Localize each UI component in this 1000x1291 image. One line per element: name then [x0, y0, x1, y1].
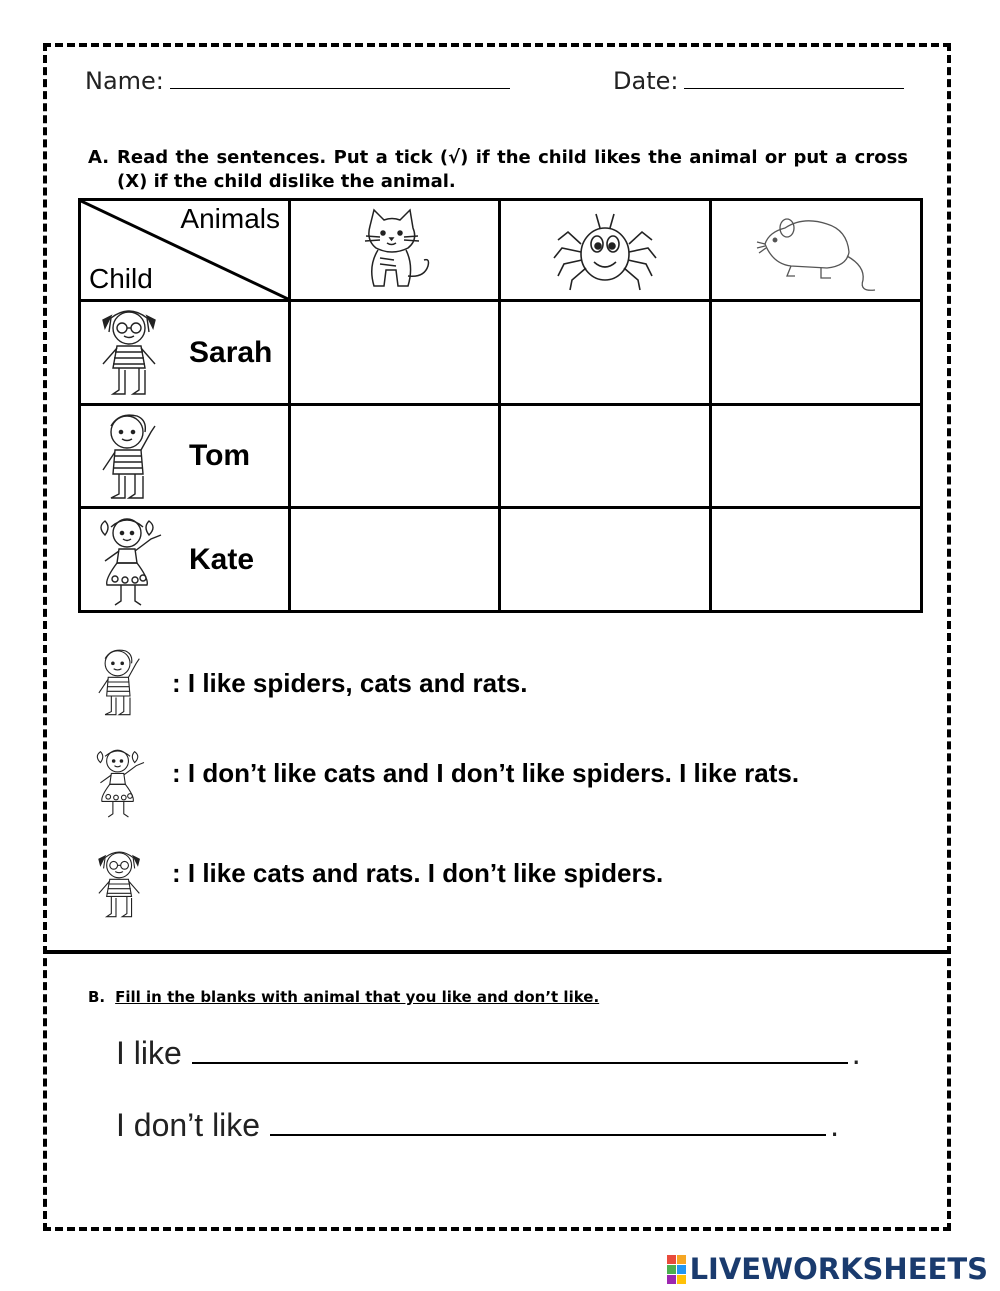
answer-cell[interactable]: [711, 508, 922, 612]
table-header-row: [80, 200, 922, 301]
child-cell-sarah: [80, 301, 290, 405]
answer-cell[interactable]: [500, 508, 711, 612]
blank-input[interactable]: [192, 1032, 848, 1064]
animal-cell-spider: [500, 200, 711, 301]
child-name-kate: Kate: [189, 542, 255, 576]
date-field: [613, 66, 904, 95]
girl-skirt-icon: [88, 734, 158, 830]
name-line[interactable]: [170, 66, 510, 89]
fill-prefix: I don’t like: [116, 1107, 261, 1143]
brand-logo: [667, 1252, 988, 1286]
fill-line-dislike: [116, 1104, 839, 1144]
liveworksheets-icon: [667, 1255, 686, 1284]
answer-cell[interactable]: [500, 405, 711, 508]
section-a-label: A.: [88, 147, 110, 168]
statement-text: : I like cats and rats. I don’t like spiders.: [172, 858, 664, 888]
table-row: [80, 508, 922, 612]
child-cell-tom: [80, 405, 290, 508]
logo-square: [677, 1265, 686, 1274]
answer-cell[interactable]: [711, 301, 922, 405]
section-a-instruction: [88, 146, 908, 194]
table-row: [80, 301, 922, 405]
answer-cell[interactable]: [290, 405, 500, 508]
child-cell-kate: [80, 508, 290, 612]
child-name-sarah: Sarah: [189, 335, 273, 369]
section-a-text: Read the sentences. Put a tick (√) if the child likes the animal or put a cross (X) if the child dislike the animal.: [117, 147, 908, 192]
girl-glasses-icon: [88, 834, 158, 934]
child-name-tom: Tom: [189, 439, 251, 472]
section-divider: [43, 950, 951, 954]
logo-square: [667, 1265, 676, 1274]
animal-cell-cat: [290, 200, 500, 301]
section-b-instruction: [88, 988, 599, 1006]
answer-cell[interactable]: [290, 508, 500, 612]
cat-icon: [350, 206, 440, 294]
fill-prefix: I like: [116, 1035, 182, 1071]
section-b-label: B.: [88, 988, 106, 1006]
name-field: [85, 66, 510, 95]
logo-square: [667, 1255, 676, 1264]
corner-cell: [80, 200, 290, 301]
statement-row: [88, 834, 664, 938]
statement-text: : I don’t like cats and I don’t like spiders. I like rats.: [172, 758, 800, 788]
boy-icon: [89, 410, 179, 502]
statement-row: [88, 734, 800, 834]
section-b-text: Fill in the blanks with animal that you like and don’t like.: [115, 988, 600, 1006]
answer-cell[interactable]: [290, 301, 500, 405]
child-heading: Child: [89, 263, 153, 294]
answer-cell[interactable]: [500, 301, 711, 405]
name-label: Name:: [85, 67, 164, 95]
fill-line-like: [116, 1032, 861, 1072]
fill-end: .: [830, 1107, 839, 1143]
logo-square: [677, 1275, 686, 1284]
animals-heading: Animals: [180, 203, 280, 234]
girl-glasses-icon: [89, 306, 179, 398]
logo-square: [677, 1255, 686, 1264]
brand-name: LIVEWORKSHEETS: [689, 1252, 988, 1286]
answer-cell[interactable]: [711, 405, 922, 508]
spider-icon: [550, 206, 660, 294]
fill-end: .: [851, 1035, 861, 1071]
date-line[interactable]: [684, 66, 904, 89]
table-row: [80, 405, 922, 508]
statement-row: [88, 634, 528, 734]
logo-square: [667, 1275, 676, 1284]
statement-text: : I like spiders, cats and rats.: [172, 668, 528, 698]
blank-input[interactable]: [270, 1104, 826, 1136]
animal-cell-rat: [711, 200, 922, 301]
likes-table: [78, 198, 923, 613]
date-label: Date:: [613, 67, 679, 95]
girl-skirt-icon: [89, 513, 179, 607]
rat-icon: [751, 206, 881, 294]
boy-icon: [88, 634, 158, 730]
